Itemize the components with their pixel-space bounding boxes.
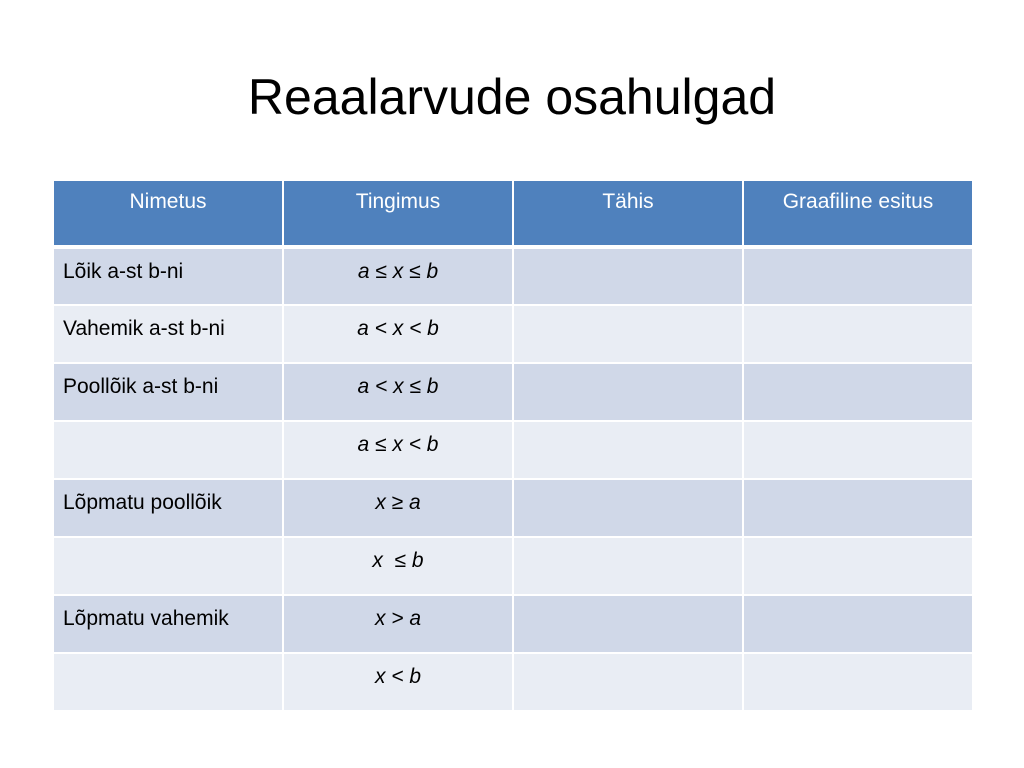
cell-notation: [513, 653, 743, 711]
subsets-table: [52, 179, 974, 712]
header-tingimus: Tingimus: [283, 180, 513, 247]
header-nimetus: Nimetus: [53, 180, 283, 247]
cell-condition: a < x ≤ b: [283, 363, 513, 421]
cell-graphic: [743, 595, 973, 653]
table-row: [53, 247, 973, 305]
cell-condition: a ≤ x < b: [283, 421, 513, 479]
cell-graphic: [743, 537, 973, 595]
cell-name: Lõpmatu vahemik: [53, 595, 283, 653]
table-row: [53, 479, 973, 537]
cell-notation: [513, 247, 743, 305]
cell-name: Lõik a-st b-ni: [53, 247, 283, 305]
cell-notation: [513, 595, 743, 653]
cell-condition: x ≤ b: [283, 537, 513, 595]
cell-name: [53, 421, 283, 479]
table-row: [53, 653, 973, 711]
cell-graphic: [743, 421, 973, 479]
cell-graphic: [743, 247, 973, 305]
cell-graphic: [743, 363, 973, 421]
cell-condition: x < b: [283, 653, 513, 711]
header-graafiline-esitus: Graafiline esitus: [743, 180, 973, 247]
cell-name: Poollõik a-st b-ni: [53, 363, 283, 421]
cell-graphic: [743, 305, 973, 363]
table-row: [53, 595, 973, 653]
cell-name: [53, 653, 283, 711]
table-row: [53, 537, 973, 595]
cell-graphic: [743, 653, 973, 711]
cell-condition: x ≥ a: [283, 479, 513, 537]
cell-notation: [513, 421, 743, 479]
cell-notation: [513, 479, 743, 537]
cell-name: Vahemik a-st b-ni: [53, 305, 283, 363]
table-header-row: [53, 180, 973, 247]
table-row: [53, 305, 973, 363]
header-tahis: Tähis: [513, 180, 743, 247]
cell-condition: a ≤ x ≤ b: [283, 247, 513, 305]
table-row: [53, 363, 973, 421]
table-row: [53, 421, 973, 479]
cell-graphic: [743, 479, 973, 537]
cell-notation: [513, 537, 743, 595]
cell-name: Lõpmatu poollõik: [53, 479, 283, 537]
cell-name: [53, 537, 283, 595]
cell-notation: [513, 363, 743, 421]
cell-condition: a < x < b: [283, 305, 513, 363]
cell-condition: x > a: [283, 595, 513, 653]
slide-title: Reaalarvude osahulgad: [247, 69, 777, 125]
cell-notation: [513, 305, 743, 363]
